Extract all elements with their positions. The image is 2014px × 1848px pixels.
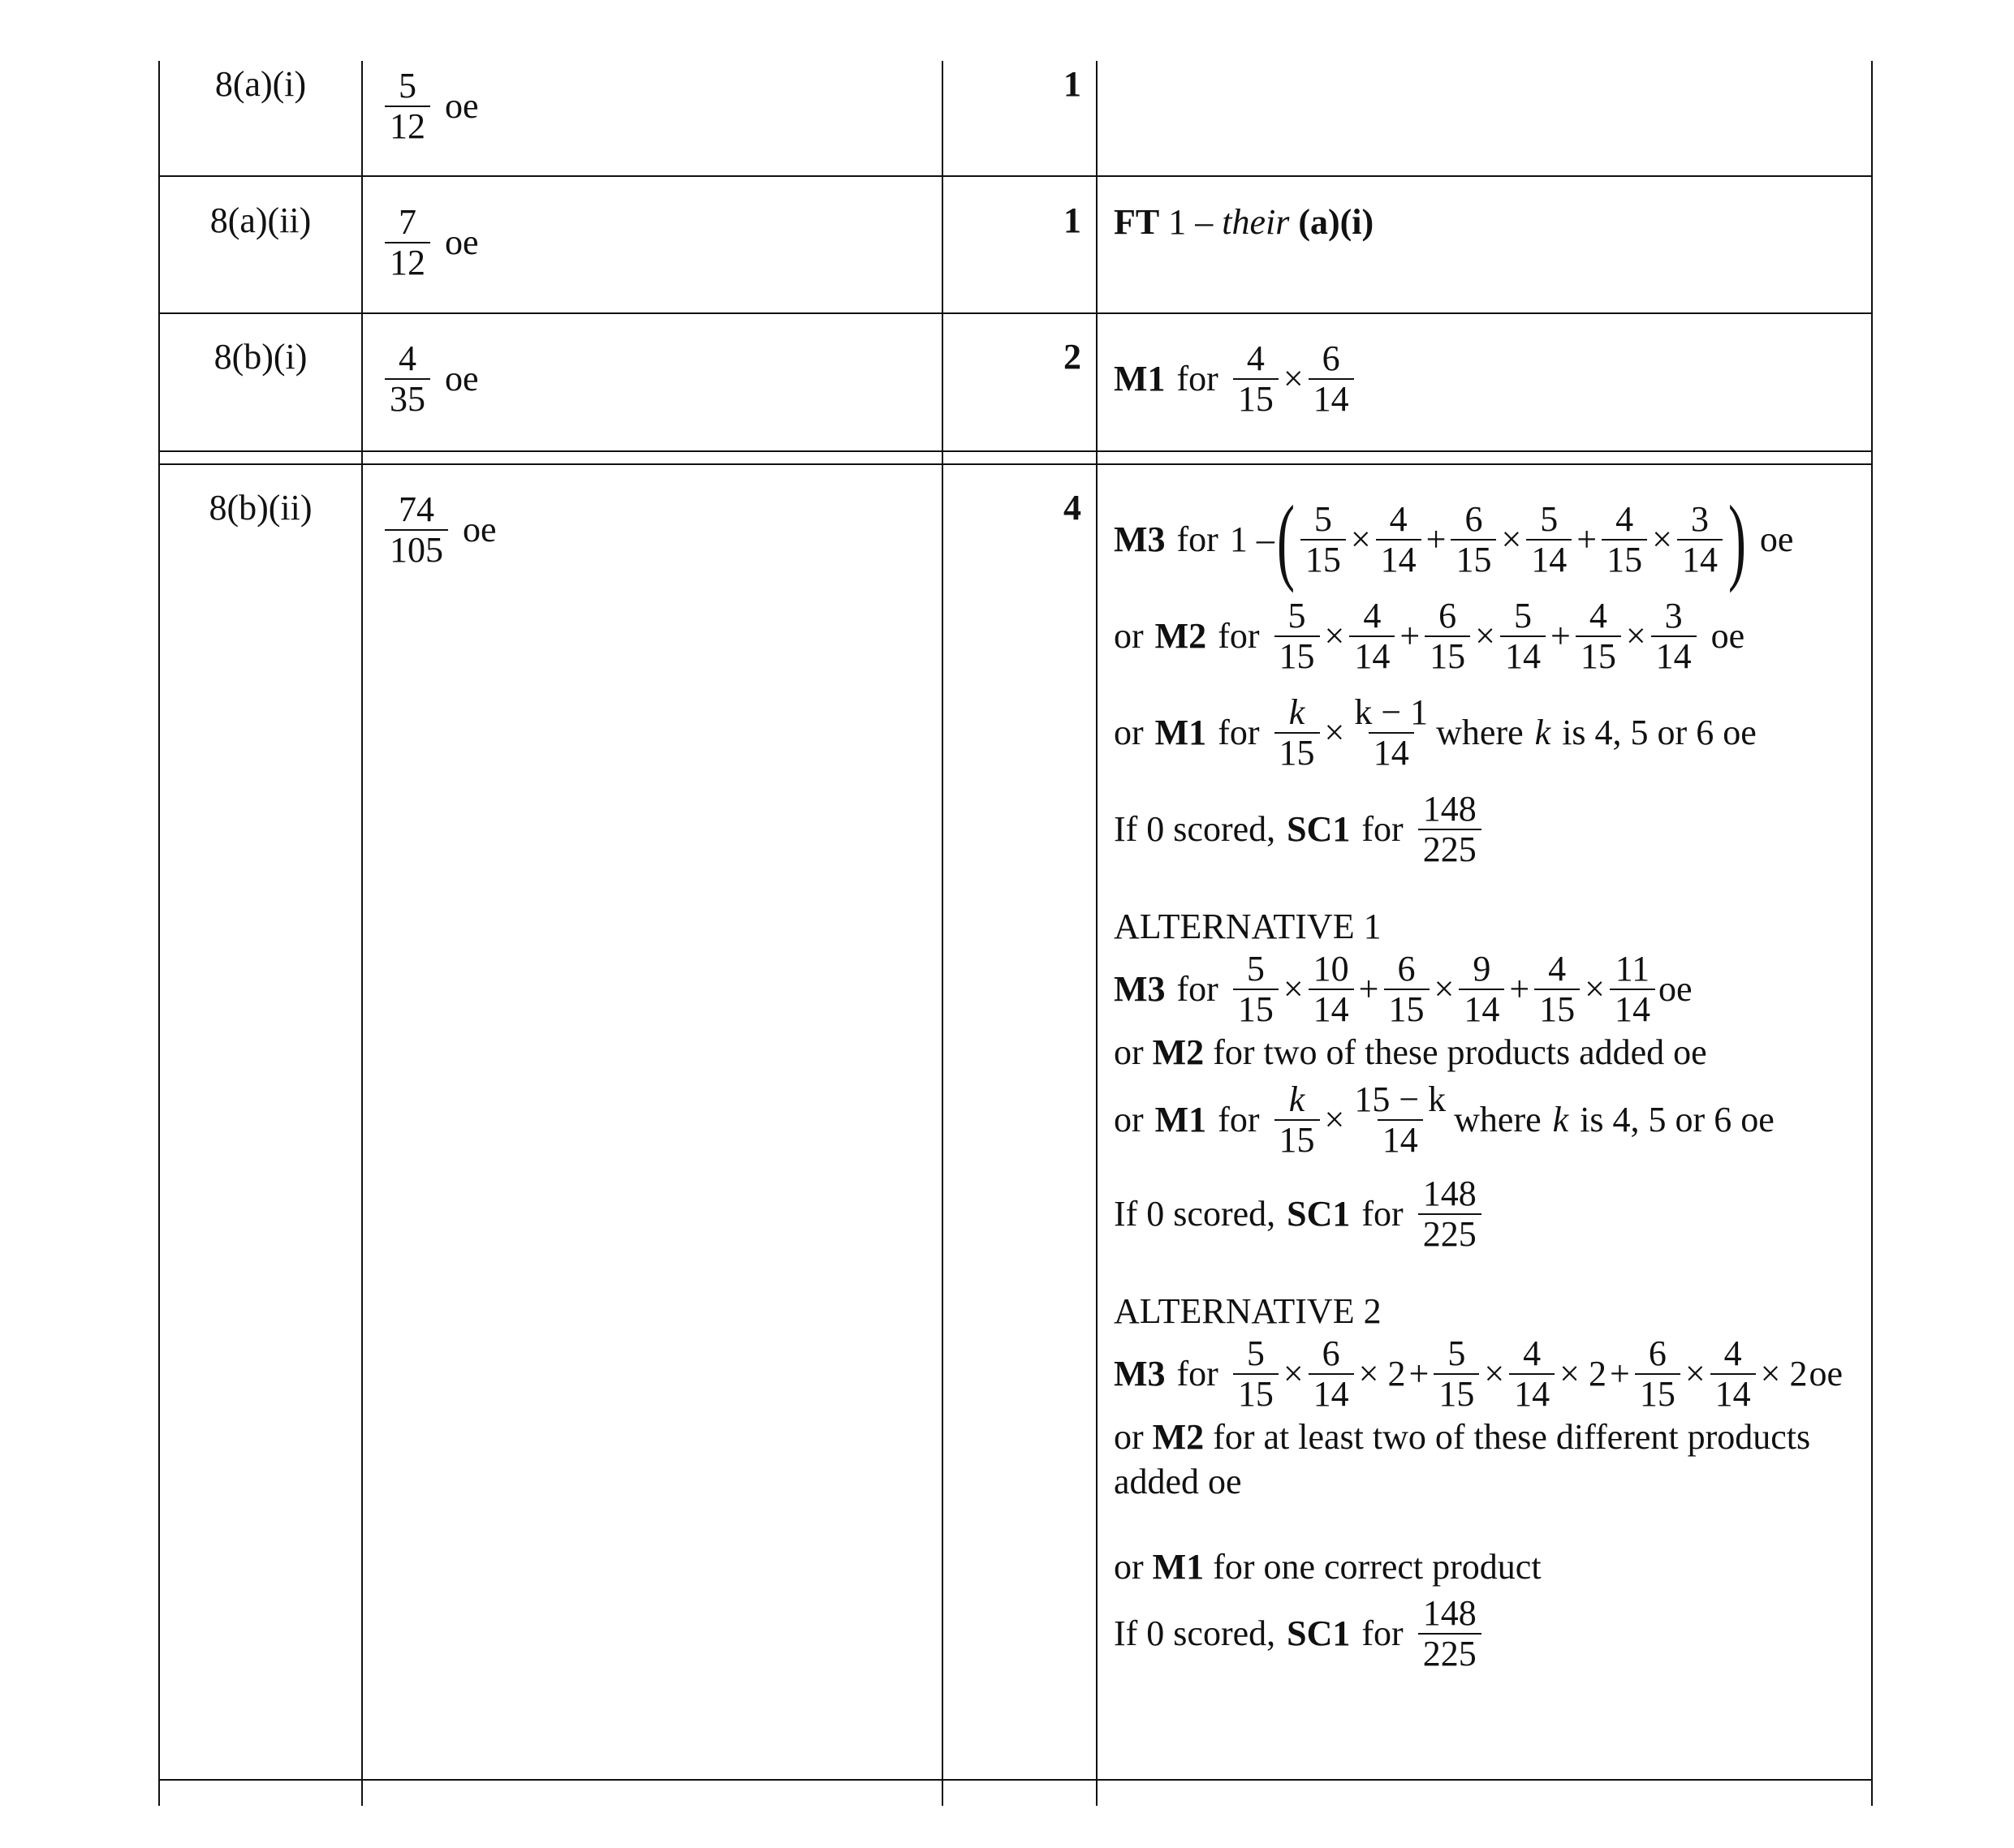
marks: 1 (1063, 64, 1081, 104)
alternative-1-title: ALTERNATIVE 1 (1114, 907, 1382, 946)
sc1-line: If 0 scored, SC1 for $\frac{148}{225}$ (1114, 781, 1861, 878)
row-divider (158, 175, 1873, 177)
question-number: 8(a)(ii) (209, 200, 312, 240)
answer (382, 67, 479, 147)
answer-fraction: $\frac{7}{12}$ (385, 203, 430, 283)
answer-suffix: oe (445, 359, 479, 399)
alt1-m1-line: or M1 for $\frac{k}{15}$ × $\frac{15 - k}{14}$ where k is 4, 5 or 6 oe (1114, 1079, 1775, 1160)
answer (382, 203, 479, 283)
answer-suffix: oe (445, 222, 479, 263)
close-paren: ) (1727, 485, 1746, 593)
answer-suffix: oe (463, 510, 497, 550)
question-number: 8(b)(ii) (209, 488, 313, 528)
m1-line: or M1 for $\frac{k}{15}$ × $\frac{k - 1}{14}$ where k is 4, 5 or 6 oe (1114, 691, 1757, 773)
alt1-sc1-line: If 0 scored, SC1 for $\frac{148}{225}$ (1114, 1165, 1861, 1263)
row-divider (158, 312, 1873, 314)
marks: 4 (1063, 488, 1081, 528)
alt1-m3-line: M3 for $\frac{5}{15}$ × $\frac{10}{14}$ + $\frac{6}{15}$ × $\frac{9}{14}$ + $\frac{4}{15}$ × $\frac{11}{14}$ oe (1114, 948, 1693, 1029)
alt2-m1-line: or M1 for one correct product (1114, 1547, 1542, 1587)
answer-suffix: oe (445, 86, 479, 127)
question-number: 8(a)(i) (214, 64, 307, 104)
guidance: M1 for $\frac{4}{15}$ × $\frac{6}{14}$ (1114, 339, 1357, 420)
column-divider-2 (942, 61, 943, 1806)
row-divider (158, 450, 1873, 452)
marks: 2 (1063, 337, 1081, 377)
guidance: FT 1 – their (a)(i) (1114, 202, 1374, 242)
open-paren: ( (1276, 485, 1295, 593)
guidance (1114, 485, 1861, 1678)
fraction: $\frac{6}{14}$ (1309, 339, 1354, 420)
alt2-m2-line-cont: added oe (1114, 1462, 1242, 1501)
answer-fraction: $\frac{5}{12}$ (385, 67, 430, 147)
m3-line: M3 for 1 – ( $\frac{5}{15}$ × $\frac{4}{14}$ + $\frac{6}{15}$ × $\frac{5}{14}$ + $\frac{4}{15}$ × $\frac{3}{14}$ ) oe (1114, 485, 1794, 593)
answer-fraction: $\frac{74}{105}$ (385, 490, 448, 571)
alt2-sc1-line: If 0 scored, SC1 for $\frac{148}{225}$ (1114, 1589, 1861, 1678)
answer (382, 339, 479, 420)
answer-fraction: $\frac{4}{35}$ (385, 339, 430, 420)
alt1-m2-line: or M2 for two of these products added oe (1114, 1032, 1707, 1072)
question-number: 8(b)(i) (213, 337, 308, 377)
row-divider (158, 463, 1873, 465)
column-divider-3 (1096, 61, 1098, 1806)
alt2-m2-line: or M2 for at least two of these different products (1114, 1417, 1811, 1457)
m2-line: or M2 for $\frac{5}{15}$ × $\frac{4}{14}$ + $\frac{6}{15}$ × $\frac{5}{14}$ + $\frac{4}{15}$ × $\frac{3}{14}$ oe (1114, 595, 1745, 676)
column-divider-1 (361, 61, 363, 1806)
table-border-right (1871, 61, 1873, 1806)
answer (382, 490, 497, 571)
marks: 1 (1063, 200, 1081, 240)
table-border-left (158, 61, 160, 1806)
row-divider (158, 1779, 1873, 1781)
fraction: $\frac{4}{15}$ (1233, 339, 1279, 420)
alternative-2-title: ALTERNATIVE 2 (1114, 1291, 1382, 1331)
alt2-m3-line: M3 for $\frac{5}{15}$ × $\frac{6}{14}$ × 2 + $\frac{5}{15}$ × $\frac{4}{14}$ × 2 + $\frac{6}{15}$ × $\frac{4}{14}$ × 2 oe (1114, 1333, 1843, 1414)
